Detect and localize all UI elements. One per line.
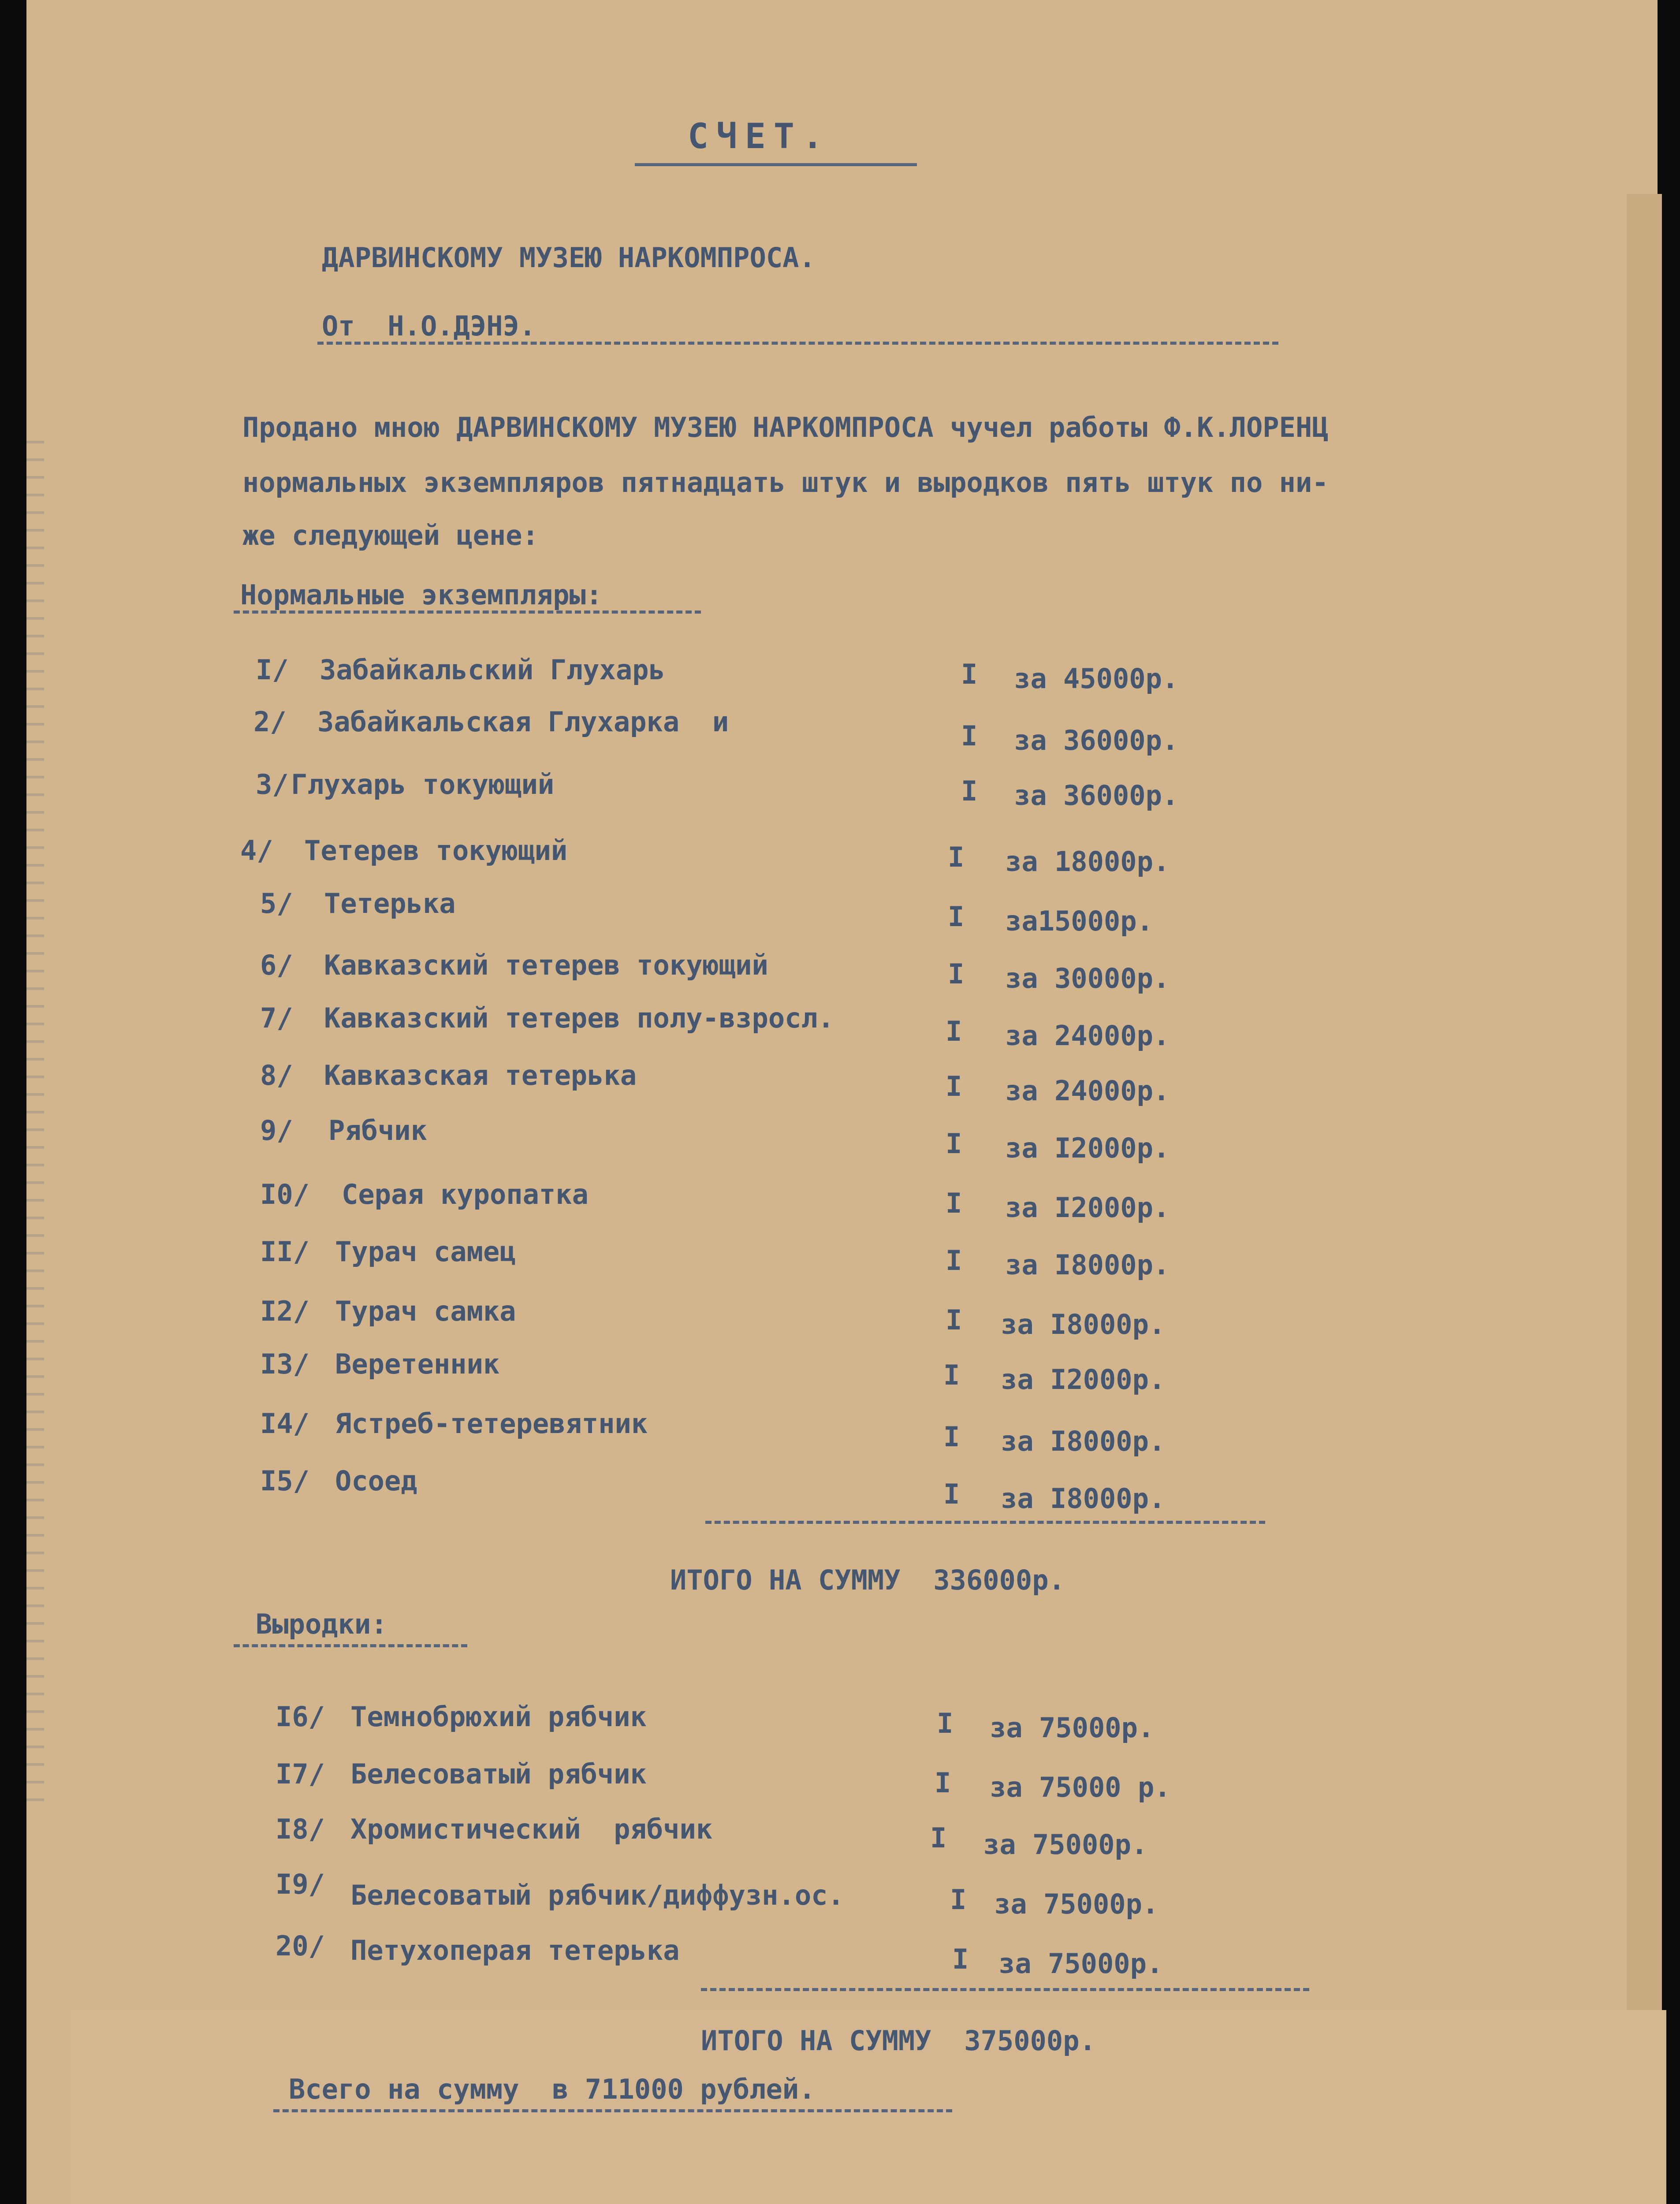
item-quantity: I [943,1478,960,1510]
item-price: за15000р. [1005,905,1153,937]
item-name: Рябчик [328,1114,427,1147]
item-quantity: I [961,775,978,807]
item-name: Турач самец [335,1236,516,1268]
item-price: за 18000р. [1005,845,1170,878]
item-quantity: I [948,958,965,990]
item-name: Веретенник [335,1348,500,1380]
item-number: I3/ [260,1348,309,1380]
item-number: 4/ [240,834,273,867]
item-price: за I8000р. [1001,1482,1166,1515]
item-price: за 24000р. [1005,1020,1170,1052]
item-number: I8/ [276,1813,325,1845]
item-number: 7/ [260,1002,293,1034]
paper-sheet [26,0,1658,2204]
item-quantity: I [946,1244,962,1277]
item-quantity: I [946,1304,962,1336]
item-name: Петухоперая тетерька [350,1934,680,1966]
intro-line-2: нормальных экземпляров пятнадцать штук и выродков пять штук по ни- [242,466,1329,499]
item-number: 5/ [260,887,293,920]
item-price: за 30000р. [1005,962,1170,994]
item-price: за 75000р. [983,1828,1148,1861]
item-price: за 24000р. [1005,1075,1170,1107]
item-price: за I8000р. [1001,1308,1166,1340]
item-name: Кавказская тетерька [324,1059,637,1091]
normal-total: ИТОГО НА СУММУ 336000р. [670,1564,1065,1596]
paper-edge [1627,194,1662,2089]
item-name: Осоед [335,1465,417,1497]
item-quantity: I [946,1015,962,1047]
item-quantity: I [961,720,978,752]
item-price: за 45000р. [1014,663,1179,695]
freaks-total: ИТОГО НА СУММУ 375000р. [701,2025,1096,2057]
item-quantity: I [952,1943,969,1975]
section-heading-freaks-underline [234,1644,467,1647]
item-quantity: I [930,1822,947,1854]
item-price: за I8000р. [1005,1249,1170,1281]
addressee: ДАРВИНСКОМУ МУЗЕЮ НАРКОМПРОСА. [322,242,816,274]
item-quantity: I [948,901,965,933]
item-name: Кавказский тетерев токующий [324,949,768,981]
item-quantity: I [946,1128,962,1160]
item-price: за 75000р. [998,1947,1163,1980]
item-quantity: I [943,1359,960,1391]
item-name: Глухарь токующий [291,768,555,800]
item-quantity: I [935,1767,951,1799]
item-price: за I2000р. [1001,1363,1166,1396]
item-number: 20/ [276,1930,325,1962]
freaks-total-rule [701,1988,1309,1991]
item-quantity: I [937,1707,954,1739]
item-number: I4/ [260,1407,309,1440]
item-name: Забайкальский Глухарь [320,654,665,686]
normal-total-rule [705,1521,1265,1524]
item-number: I9/ [276,1868,325,1900]
item-name: Тетерев токующий [304,834,568,867]
item-price: за I2000р. [1005,1132,1170,1164]
item-price: за 36000р. [1014,724,1179,756]
item-number: 6/ [260,949,293,981]
item-quantity: I [948,841,965,873]
item-name: Темнобрюхий рябчик [350,1701,647,1733]
item-quantity: I [946,1070,962,1102]
item-number: 2/ [253,706,287,738]
item-number: 8/ [260,1059,293,1091]
item-name: Турач самка [335,1295,516,1327]
item-name: Забайкальская Глухарка и [317,706,729,738]
section-heading-normal-underline [234,611,701,614]
item-quantity: I [961,658,978,690]
grand-total-underline [273,2109,952,2112]
item-price: за 75000р. [994,1888,1159,1920]
item-name: Белесоватый рябчик/диффузн.ос. [350,1879,844,1911]
section-heading-freaks: Выродки: [256,1608,387,1640]
from-underline [317,342,1278,345]
item-price: за I8000р. [1001,1425,1166,1457]
item-quantity: I [950,1884,967,1916]
item-price: за 75000р. [990,1712,1155,1744]
binding-marks [26,441,44,1807]
item-number: I6/ [276,1701,325,1733]
item-name: Ястреб-тетеревятник [335,1407,648,1440]
intro-line-1: Продано мною ДАРВИНСКОМУ МУЗЕЮ НАРКОМПРОСА чучел работы Ф.К.ЛОРЕНЦ [242,411,1329,443]
item-quantity: I [946,1187,962,1219]
item-number: I5/ [260,1465,309,1497]
grand-total: Всего на сумму в 711000 рублей. [289,2073,816,2105]
document-title: СЧЕТ. [688,117,831,156]
item-quantity: I [943,1421,960,1453]
item-number: I0/ [260,1178,309,1210]
item-number: 9/ [260,1114,293,1147]
item-price: за 75000 р. [990,1771,1171,1803]
section-heading-normal: Нормальные экземпляры: [240,579,603,611]
item-name: Кавказский тетерев полу-взросл. [324,1002,834,1034]
from-line: От Н.О.ДЭНЭ. [322,310,536,342]
item-number: I2/ [260,1295,309,1327]
item-number: II/ [260,1236,309,1268]
intro-line-3: же следующей цене: [242,519,539,551]
title-underline [635,163,917,166]
item-number: 3/ [256,768,289,800]
item-number: I7/ [276,1758,325,1790]
item-number: I/ [256,654,289,686]
item-name: Белесоватый рябчик [350,1758,647,1790]
item-name: Серая куропатка [342,1178,589,1210]
item-name: Хромистический рябчик [350,1813,713,1845]
item-price: за 36000р. [1014,779,1179,812]
item-name: Тетерька [324,887,456,920]
item-price: за I2000р. [1005,1191,1170,1224]
